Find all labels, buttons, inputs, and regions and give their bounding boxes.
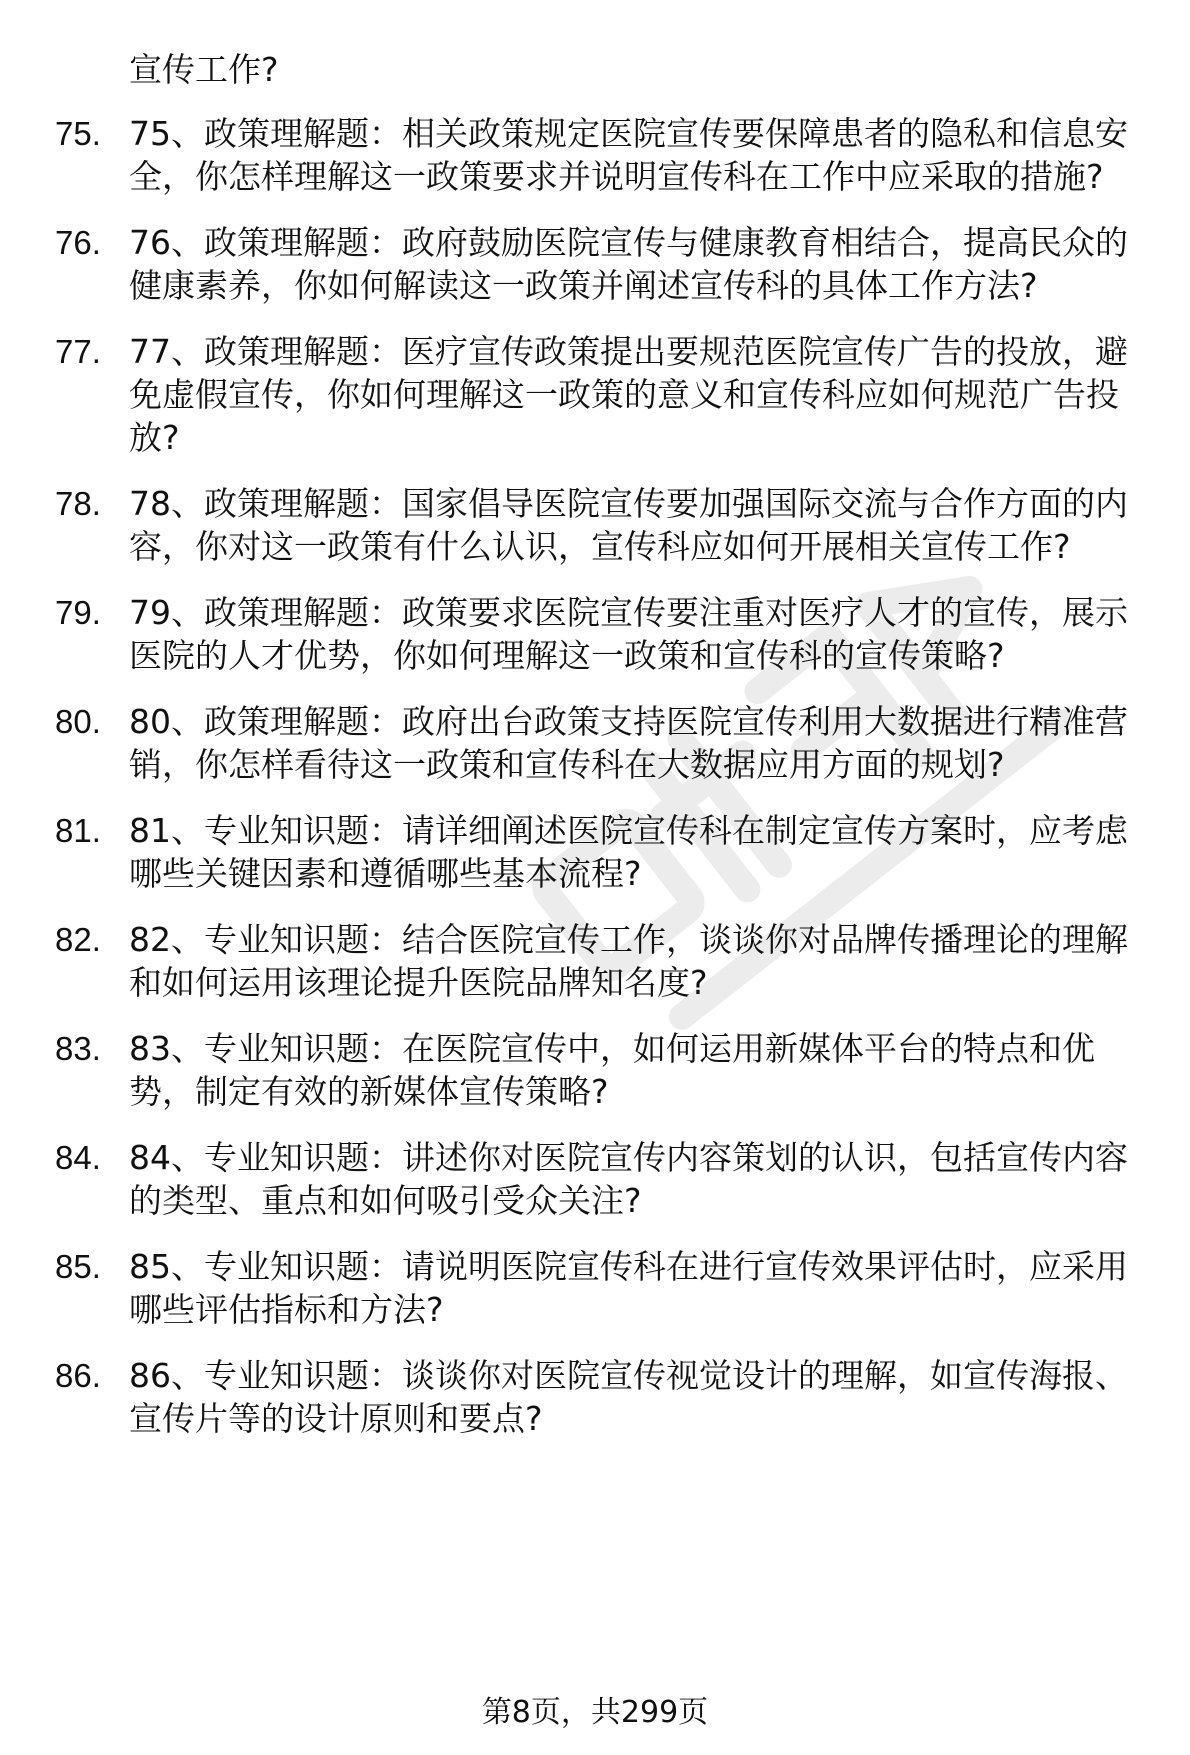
list-item: [55, 221, 1149, 307]
item-text: 86、专业知识题：谈谈你对医院宣传视觉设计的理解，如宣传海报、宣传片等的设计原则和要点?: [129, 1356, 1128, 1438]
list-item: [55, 591, 1149, 677]
question-list: [55, 112, 1155, 1463]
item-text: 83、专业知识题：在医院宣传中，如何运用新媒体平台的特点和优势，制定有效的新媒体宣传策略?: [129, 1029, 1095, 1111]
list-item: [55, 1245, 1149, 1331]
item-text: 79、政策理解题：政策要求医院宣传要注重对医疗人才的宣传，展示医院的人才优势，你如何理解这一政策和宣传科的宣传策略?: [129, 593, 1128, 675]
item-text: 84、专业知识题：讲述你对医院宣传内容策划的认识，包括宣传内容的类型、重点和如何吸引受众关注?: [129, 1138, 1128, 1220]
item-number: 76.: [55, 224, 101, 261]
continuation-text: 宣传工作?: [129, 50, 279, 89]
list-item: [55, 482, 1149, 568]
item-text: 76、政策理解题：政府鼓励医院宣传与健康教育相结合，提高民众的健康素养，你如何解读这一政策并阐述宣传科的具体工作方法?: [129, 223, 1128, 305]
item-number: 84.: [55, 1139, 101, 1176]
list-item: [55, 809, 1149, 895]
item-number: 77.: [55, 333, 101, 370]
item-number: 75.: [55, 115, 101, 152]
list-item: [55, 1027, 1149, 1113]
item-text: 75、政策理解题：相关政策规定医院宣传要保障患者的隐私和信息安全，你怎样理解这一政策要求并说明宣传科在工作中应采取的措施?: [129, 114, 1128, 196]
item-number: 79.: [55, 594, 101, 631]
list-item: [55, 700, 1149, 786]
item-number: 80.: [55, 703, 101, 740]
item-number: 78.: [55, 485, 101, 522]
item-text: 80、政策理解题：政府出台政策支持医院宣传利用大数据进行精准营销，你怎样看待这一政策和宣传科在大数据应用方面的规划?: [129, 702, 1128, 784]
item-number: 86.: [55, 1357, 101, 1394]
item-text: 77、政策理解题：医疗宣传政策提出要规范医院宣传广告的投放，避免虚假宣传，你如何理解这一政策的意义和宣传科应如何规范广告投放?: [129, 332, 1128, 457]
item-text: 78、政策理解题：国家倡导医院宣传要加强国际交流与合作方面的内容，你对这一政策有什么认识，宣传科应如何开展相关宣传工作?: [129, 484, 1128, 566]
list-item: [55, 112, 1149, 198]
list-item: [55, 1136, 1149, 1222]
list-item: [55, 330, 1149, 459]
page-footer: 第8页，共299页: [481, 1695, 709, 1730]
item-text: 85、专业知识题：请说明医院宣传科在进行宣传效果评估时，应采用哪些评估指标和方法?: [129, 1247, 1128, 1329]
item-number: 81.: [55, 812, 101, 849]
item-text: 82、专业知识题：结合医院宣传工作，谈谈你对品牌传播理论的理解和如何运用该理论提升医院品牌知名度?: [129, 920, 1128, 1002]
list-item: [55, 1354, 1149, 1440]
item-text: 81、专业知识题：请详细阐述医院宣传科在制定宣传方案时，应考虑哪些关键因素和遵循哪些基本流程?: [129, 811, 1128, 893]
item-number: 83.: [55, 1030, 101, 1067]
list-item: [55, 918, 1149, 1004]
item-number: 85.: [55, 1248, 101, 1285]
item-number: 82.: [55, 921, 101, 958]
